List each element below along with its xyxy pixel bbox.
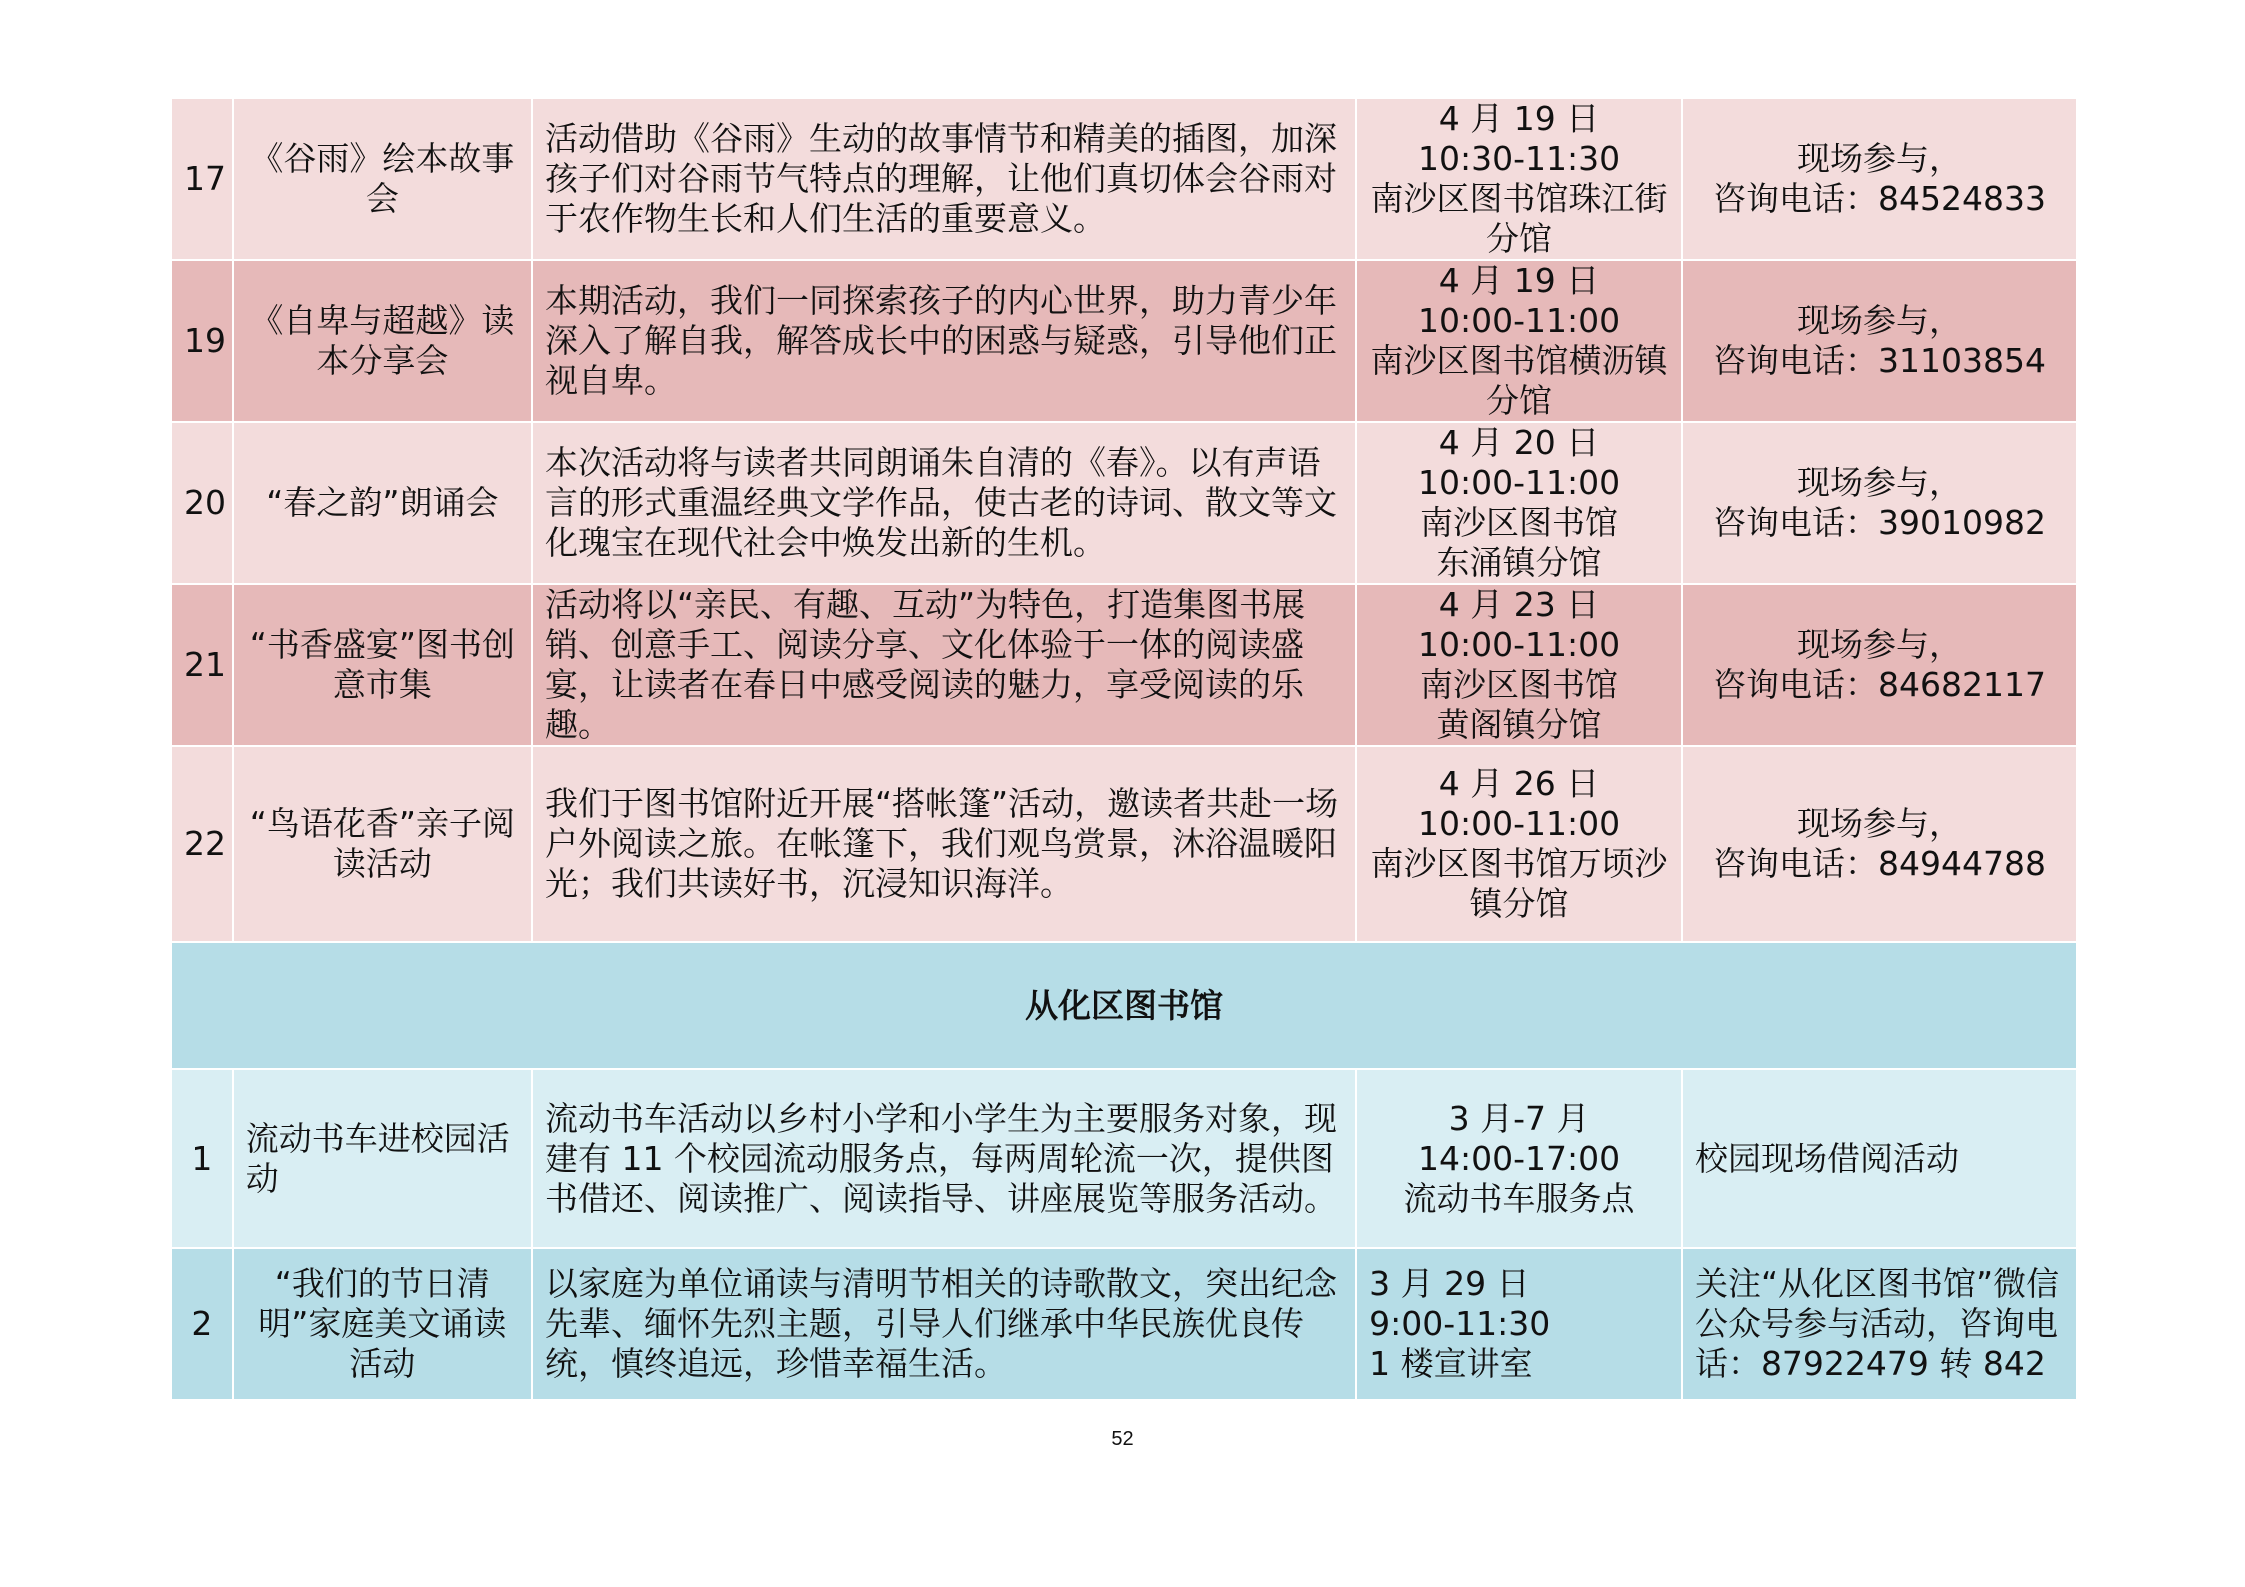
activity-description: 本次活动将与读者共同朗诵朱自清的《春》。以有声语言的形式重温经典文学作品，使古老的诗词、散文等文化瑰宝在现代社会中焕发出新的生机。: [532, 422, 1356, 584]
page-number: 52: [1111, 1428, 1134, 1450]
time-line: 10:30-11:30: [1417, 139, 1621, 178]
row-number: 20: [171, 422, 233, 584]
activity-description: 本期活动，我们一同探索孩子的内心世界，助力青少年深入了解自我，解答成长中的困惑与疑惑，引导他们正视自卑。: [532, 260, 1356, 422]
activity-name: “书香盛宴”图书创意市集: [233, 584, 532, 746]
activity-name: 《自卑与超越》读本分享会: [233, 260, 532, 422]
activity-time-location: [1356, 98, 1682, 260]
contact-line: 现场参与，: [1796, 463, 1962, 502]
activity-name: “鸟语花香”亲子阅读活动: [233, 746, 532, 942]
row-number: 17: [171, 98, 233, 260]
section-header-row: [171, 942, 2077, 1069]
section-title: 从化区图书馆: [171, 942, 2077, 1069]
table-row: [171, 746, 2077, 942]
activity-description: 活动借助《谷雨》生动的故事情节和精美的插图，加深孩子们对谷雨节气特点的理解，让他们真切体会谷雨对于农作物生长和人们生活的重要意义。: [532, 98, 1356, 260]
time-line: 黄阁镇分馆: [1436, 705, 1602, 744]
time-line: 南沙区图书馆万顷沙: [1370, 844, 1668, 883]
table-row: [171, 260, 2077, 422]
contact-line: 咨询电话：84944788: [1712, 844, 2046, 883]
contact-line: 校园现场借阅活动: [1694, 1138, 1959, 1178]
contact-line: 咨询电话：84524833: [1712, 179, 2046, 218]
contact-line: 现场参与，: [1796, 804, 1962, 843]
contact-line: 现场参与，: [1796, 139, 1962, 178]
activity-description: 活动将以“亲民、有趣、互动”为特色，打造集图书展销、创意手工、阅读分享、文化体验于一体的阅读盛宴，让读者在春日中感受阅读的魅力，享受阅读的乐趣。: [532, 584, 1356, 746]
time-line: 南沙区图书馆: [1420, 503, 1619, 542]
contact-line: 咨询电话：84682117: [1712, 665, 2046, 704]
time-line: 10:00-11:00: [1417, 301, 1621, 340]
contact-line: 现场参与，: [1796, 625, 1962, 664]
time-line: 南沙区图书馆珠江街: [1370, 179, 1668, 218]
activity-time-location: [1356, 584, 1682, 746]
activity-contact: [1682, 260, 2077, 422]
row-number: 19: [171, 260, 233, 422]
contact-line: 咨询电话：39010982: [1712, 503, 2046, 542]
time-line: 4 月 19 日: [1438, 261, 1600, 300]
table-row: [171, 1248, 2077, 1400]
activity-time-location: [1356, 422, 1682, 584]
activity-time-location: [1356, 1248, 1682, 1400]
activity-contact: [1682, 422, 2077, 584]
activity-name: 流动书车进校园活动: [233, 1069, 532, 1248]
time-line: 东涌镇分馆: [1436, 543, 1602, 582]
activity-contact: [1682, 1069, 2077, 1248]
time-line: 10:00-11:00: [1417, 625, 1621, 664]
activity-name: “我们的节日清明”家庭美文诵读活动: [233, 1248, 532, 1400]
activity-time-location: [1356, 260, 1682, 422]
row-number: 21: [171, 584, 233, 746]
activity-description: 流动书车活动以乡村小学和小学生为主要服务对象，现建有 11 个校园流动服务点，每两周轮流一次，提供图书借还、阅读推广、阅读指导、讲座展览等服务活动。: [532, 1069, 1356, 1248]
activity-time-location: [1356, 746, 1682, 942]
time-line: 3 月 29 日: [1369, 1264, 1530, 1303]
row-number: 22: [171, 746, 233, 942]
contact-line: 咨询电话：31103854: [1712, 341, 2046, 380]
contact-line: 现场参与，: [1796, 301, 1962, 340]
time-line: 分馆: [1486, 219, 1553, 258]
activity-contact: [1682, 98, 2077, 260]
table-row: [171, 1069, 2077, 1248]
time-line: 4 月 26 日: [1438, 764, 1600, 803]
time-line: 南沙区图书馆横沥镇: [1370, 341, 1668, 380]
row-number: 1: [171, 1069, 233, 1248]
row-number: 2: [171, 1248, 233, 1400]
activity-contact: [1682, 584, 2077, 746]
table-row: [171, 584, 2077, 746]
activity-description: 以家庭为单位诵读与清明节相关的诗歌散文，突出纪念先辈、缅怀先烈主题，引导人们继承中华民族优良传统，慎终追远，珍惜幸福生活。: [532, 1248, 1356, 1400]
activity-contact: [1682, 746, 2077, 942]
activity-time-location: [1356, 1069, 1682, 1248]
activity-table: [170, 97, 2078, 1401]
contact-line: 关注“从化区图书馆”微信公众号参与活动，咨询电话：87922479 转 842: [1694, 1264, 2060, 1383]
time-line: 1 楼宣讲室: [1369, 1344, 1533, 1383]
time-line: 14:00-17:00: [1417, 1138, 1621, 1178]
time-line: 10:00-11:00: [1417, 804, 1621, 843]
activity-name: 《谷雨》绘本故事会: [233, 98, 532, 260]
activity-description: 我们于图书馆附近开展“搭帐篷”活动，邀读者共赴一场户外阅读之旅。在帐篷下，我们观鸟赏景，沐浴温暖阳光；我们共读好书，沉浸知识海洋。: [532, 746, 1356, 942]
time-line: 3 月-7 月: [1448, 1098, 1590, 1138]
time-line: 10:00-11:00: [1417, 463, 1621, 502]
table-row: [171, 98, 2077, 260]
time-line: 镇分馆: [1469, 884, 1569, 923]
time-line: 4 月 23 日: [1438, 585, 1600, 624]
time-line: 4 月 19 日: [1438, 99, 1600, 138]
time-line: 分馆: [1486, 381, 1553, 420]
time-line: 流动书车服务点: [1403, 1178, 1635, 1218]
time-line: 南沙区图书馆: [1420, 665, 1619, 704]
activity-contact: [1682, 1248, 2077, 1400]
time-line: 9:00-11:30: [1369, 1304, 1551, 1343]
table-row: [171, 422, 2077, 584]
activity-name: “春之韵”朗诵会: [233, 422, 532, 584]
time-line: 4 月 20 日: [1438, 423, 1600, 462]
